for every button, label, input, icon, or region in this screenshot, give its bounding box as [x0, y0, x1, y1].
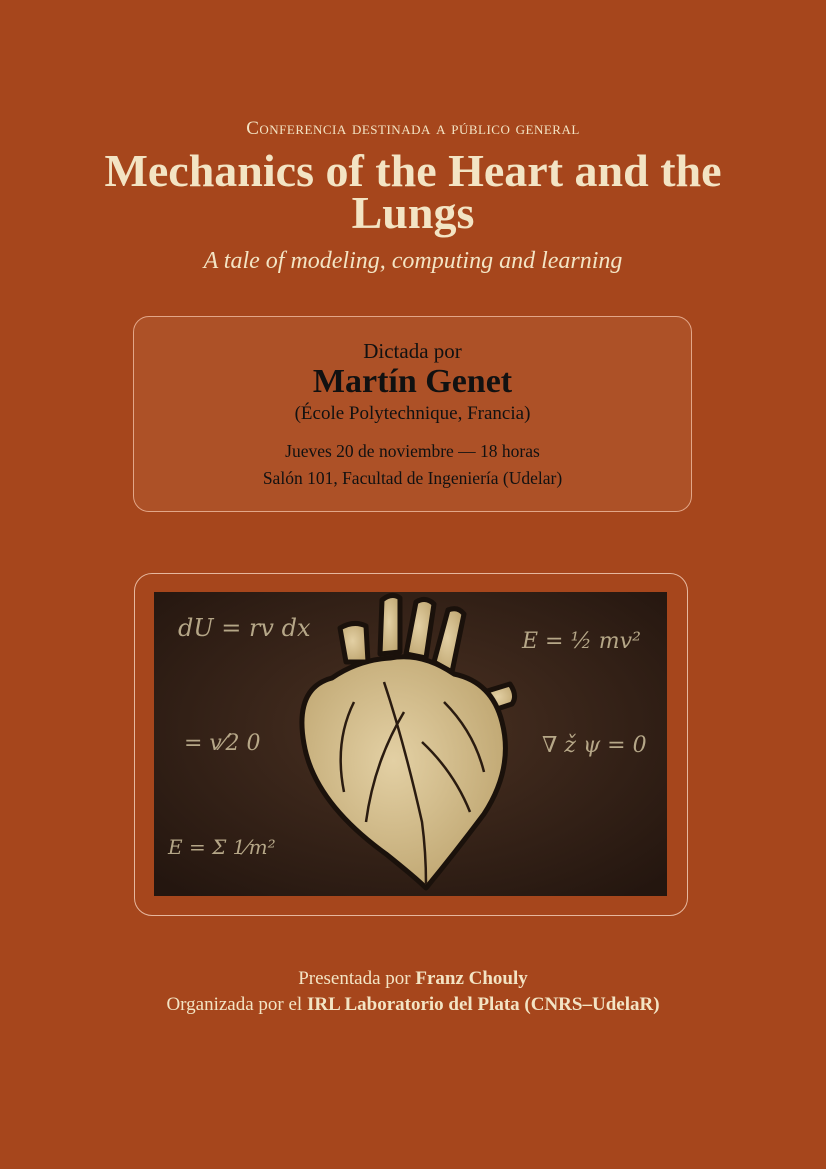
equation-1: dU = rv dx — [178, 614, 311, 642]
organizer-name: IRL Laboratorio del Plata (CNRS–UdelaR) — [306, 994, 660, 1015]
equation-2: E = ½ mv² — [522, 629, 641, 654]
heart-illustration-svg — [154, 592, 667, 896]
presented-by-line — [0, 966, 826, 992]
dictada-label: Dictada por — [363, 339, 462, 363]
presenter-name: Franz Chouly — [415, 968, 528, 989]
equation-3: = v⁄2 0 — [184, 731, 261, 756]
organized-by-line — [0, 992, 826, 1018]
speaker-info-box — [133, 316, 692, 512]
talk-subtitle: A tale of modeling, computing and learning — [203, 248, 623, 274]
equation-5: E = Σ 1⁄m² — [168, 835, 276, 859]
heart-chalkboard-illustration — [154, 592, 667, 896]
speaker-name: Martín Genet — [312, 363, 513, 400]
event-type-kicker: Conferencia destinada a público general — [246, 118, 580, 139]
event-datetime: Jueves 20 de noviembre — 18 horas — [285, 441, 540, 461]
equation-4: ∇ ž ψ = 0 — [542, 733, 647, 758]
talk-title: Mechanics of the Heart and the Lungs — [104, 145, 722, 238]
speaker-affiliation: (École Polytechnique, Francia) — [294, 403, 531, 424]
organized-by-label: Organizada por el — [166, 994, 303, 1015]
event-venue: Salón 101, Facultad de Ingeniería (Udelar) — [262, 468, 563, 488]
presented-by-label: Presentada por — [298, 968, 411, 989]
credits-footer — [0, 966, 826, 1018]
